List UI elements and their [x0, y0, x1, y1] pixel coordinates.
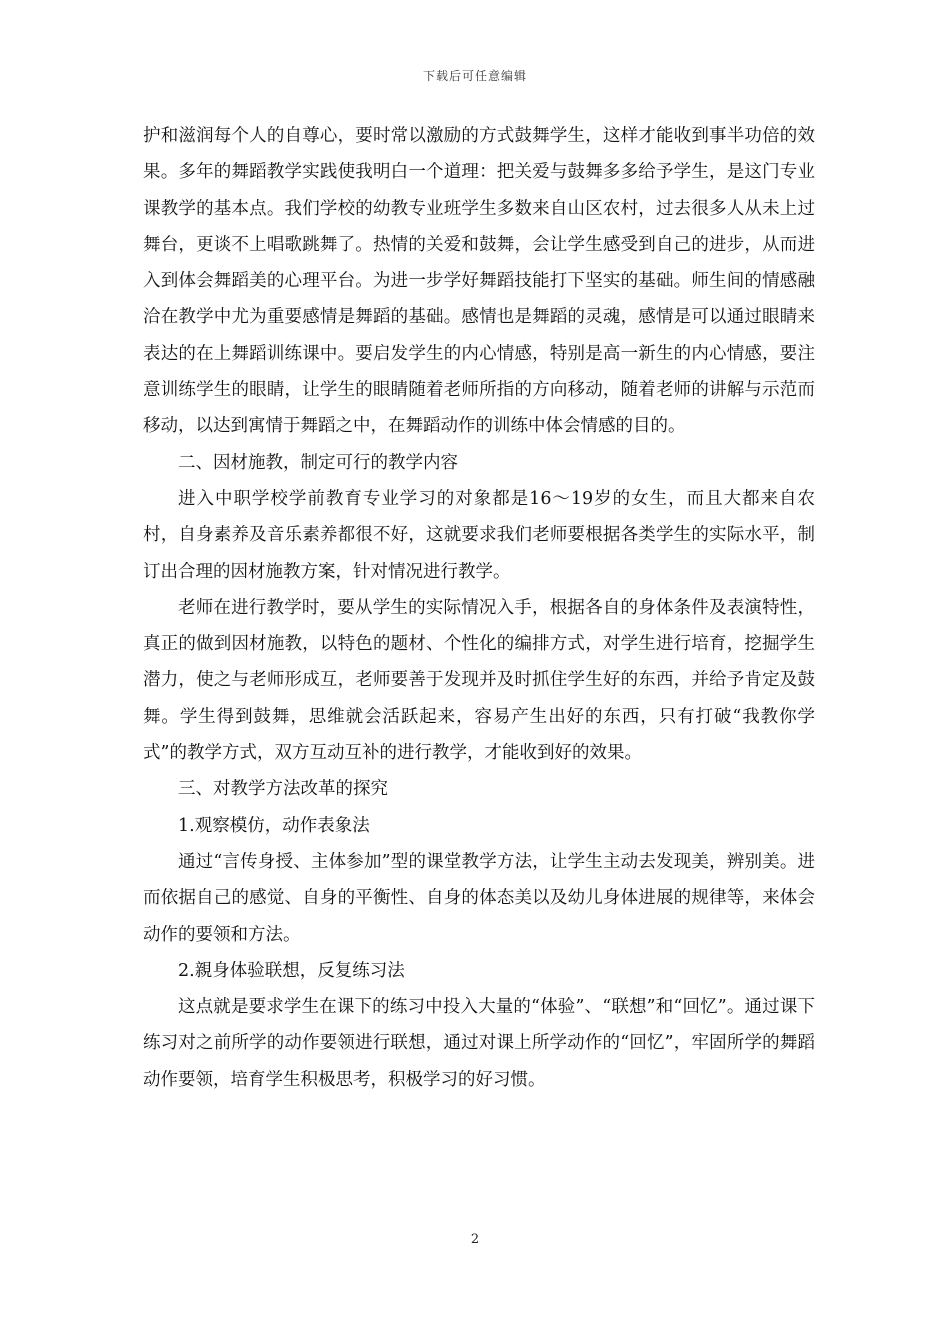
- subsection-heading-1: 1.观察模仿，动作表象法: [178, 815, 370, 836]
- paragraph: 这点就是要求学生在课下的练习中投入大量的“体验”、“联想”和“回忆”。通过课下练习对之前所学的动作要领进行联想，通过对课上所学动作的“回忆”，牢固所学的舞蹈动作要领，培育学生积极思考，积极学习的好习惯。: [143, 997, 815, 1090]
- subsection-heading-2: 2.親身体验联想，反复练习法: [178, 960, 405, 981]
- page-header: 下载后可任意编辑: [422, 69, 527, 83]
- paragraph: 老师在进行教学时，要从学生的实际情况入手，根据各自的身体条件及表演特性，真正的做到因材施教，以特色的题材、个性化的编排方式，对学生进行培育，挖掘学生潜力，使之与老师形成互，老师要善于发现并及时抓住学生好的东西，并给予肯定及鼓舞。学生得到鼓舞，思维就会活跃起来，容易产生出好的东西，只有打破“我教你学式”的教学方式，双方互动互补的进行教学，才能收到好的效果。: [143, 597, 815, 764]
- document-body: [143, 118, 815, 1098]
- paragraph-continuation: 护和滋润每个人的自尊心，要时常以激励的方式鼓舞学生，这样才能收到事半功倍的效果。多年的舞蹈教学实践使我明白一个道理：把关爱与鼓舞多多给予学生，是这门专业课教学的基本点。我们学校的幼教专业班学生多数来自山区农村，过去很多人从未上过舞台，更谈不上唱歌跳舞了。热情的关爱和鼓舞，会让学生感受到自己的进步，从而进入到体会舞蹈美的心理平台。为进一步学好舞蹈技能打下坚实的基础。师生间的情感融洽在教学中尤为重要感情是舞蹈的基础。感情也是舞蹈的灵魂，感情是可以通过眼睛来表达的在上舞蹈训练课中。要启发学生的内心情感，特别是高一新生的内心情感，要注意训练学生的眼睛，让学生的眼睛随着老师所指的方向移动，随着老师的讲解与示范而移动，以达到寓情于舞蹈之中，在舞蹈动作的训练中体会情感的目的。: [143, 126, 815, 437]
- paragraph: 进入中职学校学前教育专业学习的对象都是16～19岁的女生，而且大都来自农村，自身素养及音乐素养都很不好，这就要求我们老师要根据各类学生的实际水平，制订出合理的因材施教方案，针对情况进行教学。: [143, 488, 815, 582]
- section-heading-2: 二、因材施教，制定可行的教学内容: [178, 452, 458, 473]
- paragraph: 通过“言传身授、主体参加”型的课堂教学方法，让学生主动去发现美，辨别美。进而依据自己的感觉、自身的平衡性、自身的体态美以及幼儿身体进展的规律等，来体会动作的要领和方法。: [143, 851, 815, 945]
- page-number: 2: [470, 1232, 480, 1247]
- section-heading-3: 三、对教学方法改革的探究: [178, 779, 388, 800]
